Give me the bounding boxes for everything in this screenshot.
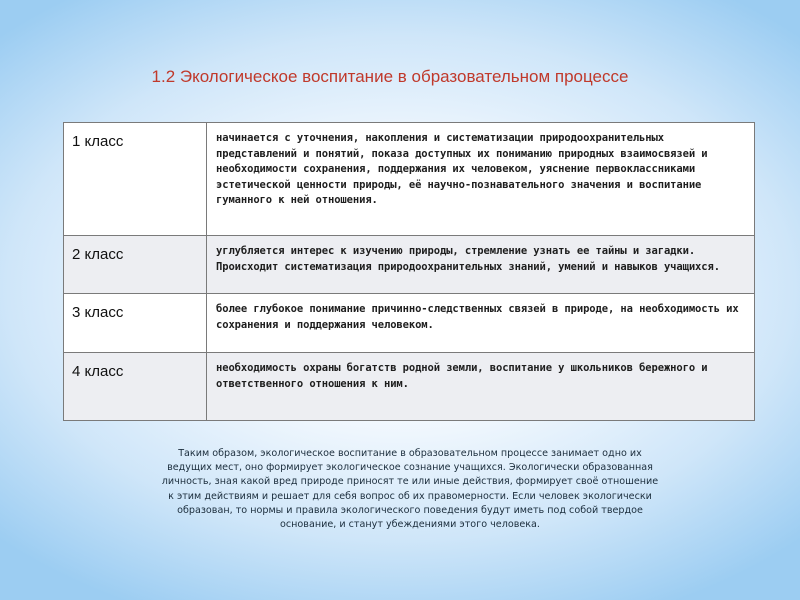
conclusion-text: Таким образом, экологическое воспитание в образовательном процессе занимает одно их ведущих мест, оно формирует экологическое сознание учащихся. Экологически образованная личность, зная какой вред природе приносят те или иные действия, формирует своё отношение к этим действиям и решает для себя вопрос об их правомерности. Если человек экологически образован, то нормы и правила экологического поведения будут иметь под собой твердое основание, и станут убеждениями этого человека. [161,448,659,531]
grade-table [63,122,755,421]
grade-cell: 3 класс [64,294,207,353]
slide-title: 1.2 Экологическое воспитание в образовательном процессе [151,67,629,86]
description-cell: начинается с уточнения, накопления и систематизации природоохранительных представлений и понятий, показа доступных их пониманию природных взаимосвязей и необходимости сохранения, поддержания их человеком, уяснение первоклассниками эстетической ценности природы, её научно-познавательного значения и воспитание гуманного к ней отношения. [207,123,755,236]
grade-cell: 2 класс [64,236,207,294]
description-cell: более глубокое понимание причинно-следственных связей в природе, на необходимость их сохранения и поддержания человеком. [207,294,755,353]
description-cell: углубляется интерес к изучению природы, стремление узнать ее тайны и загадки. Происходит систематизация природоохранительных знаний, умений и навыков учащихся. [207,236,755,294]
description-cell: необходимость охраны богатств родной земли, воспитание у школьников бережного и ответственного отношения к ним. [207,353,755,421]
table-row [64,353,755,421]
grade-cell: 1 класс [64,123,207,236]
table-row [64,294,755,353]
table-row [64,123,755,236]
grade-cell: 4 класс [64,353,207,421]
table-row [64,236,755,294]
